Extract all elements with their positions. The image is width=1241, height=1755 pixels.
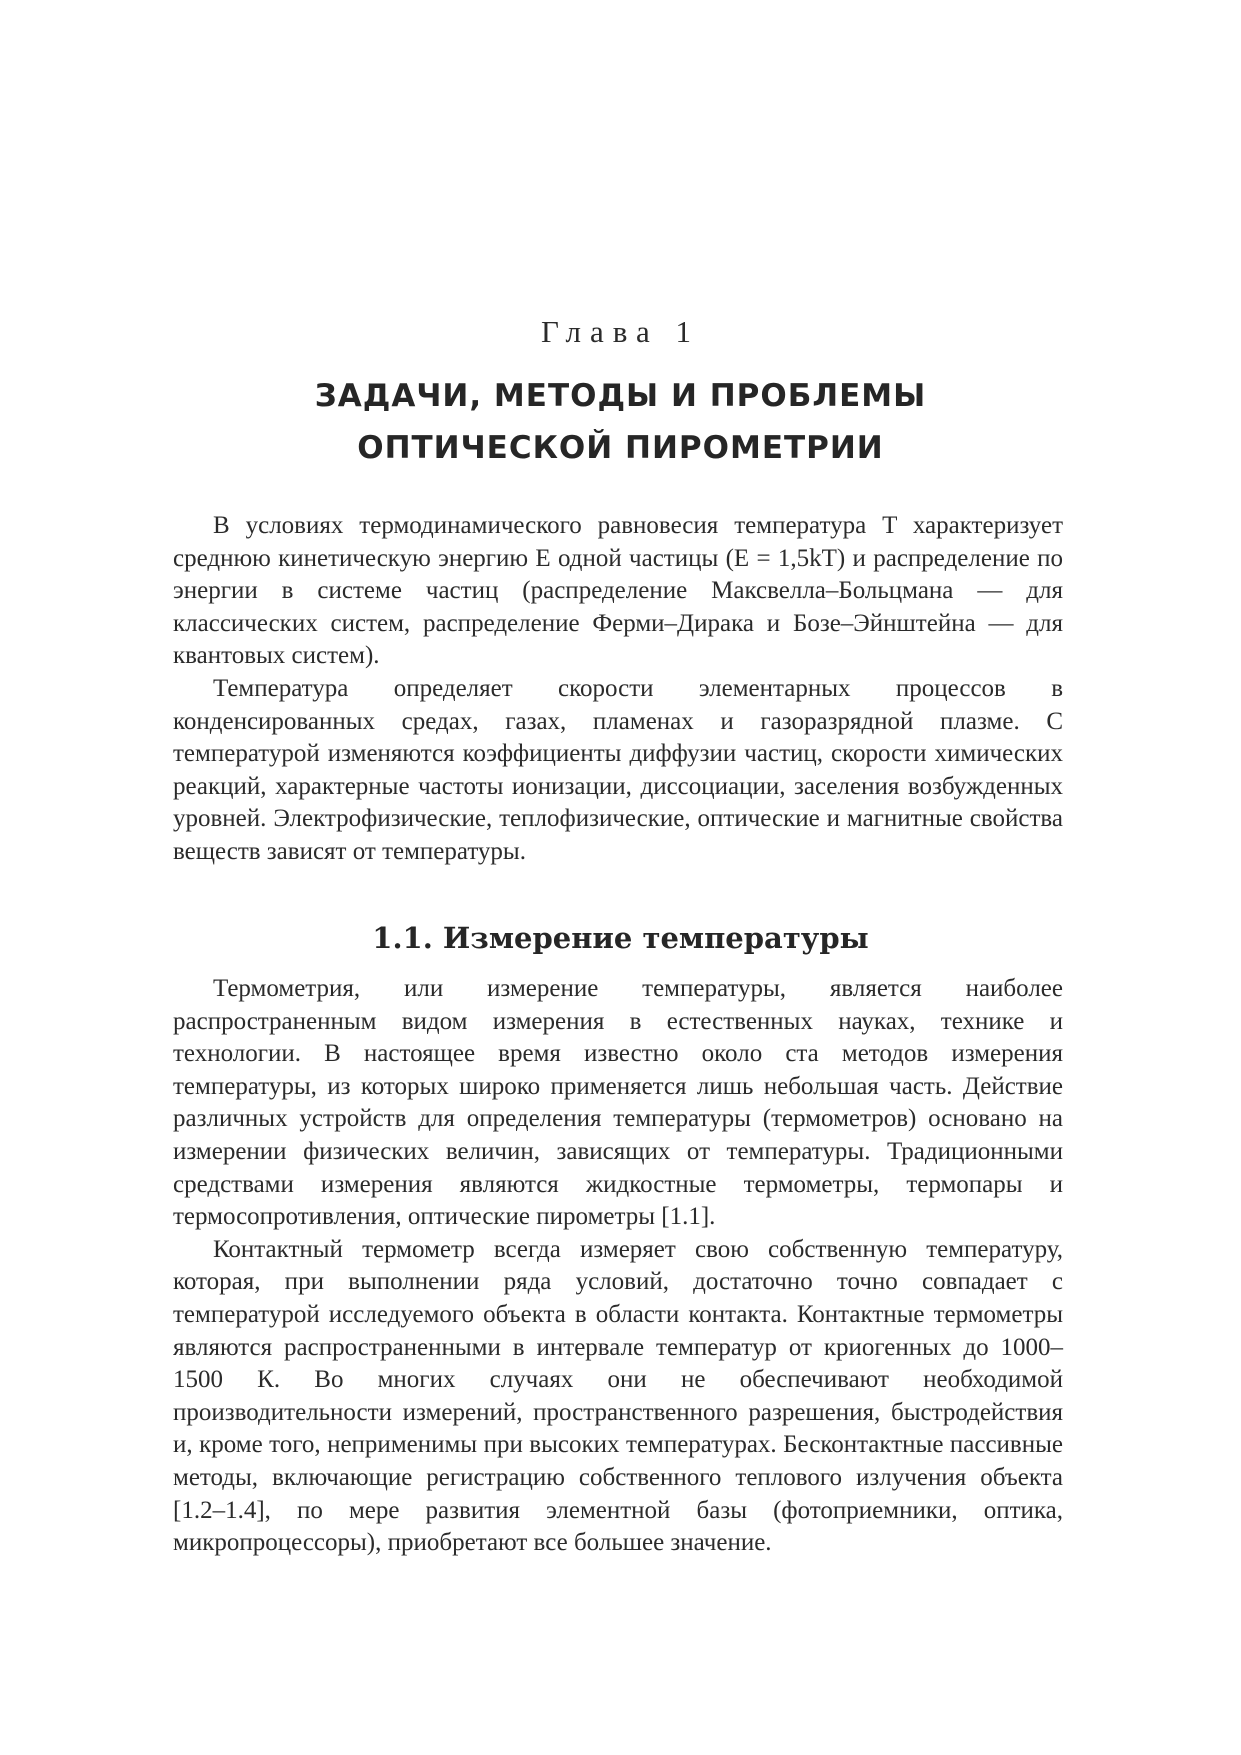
paragraph: Контактный термометр всегда измеряет свою собственную температуру, которая, при выполнении ряда условий, достаточно точно совпадает с температурой исследуемого объекта в области контакта. Контактные термометры являются распространенными в интервале температур от криогенных до 1000–1500 К. Во многих случаях они не обеспечивают необходимой производительности измерений, пространственного разрешения, быстродействия и, кроме того, неприменимы при высоких температурах. Бесконтактные пассивные методы, включающие регистрацию собственного теплового излучения объекта [1.2–1.4], по мере развития элементной базы (фотоприемники, оптика, микропроцессоры), приобретают все большее значение. (173, 1235, 1063, 1557)
section-text (173, 973, 1063, 1560)
chapter-title (0, 370, 1241, 474)
intro-text (173, 510, 1063, 869)
section-heading: 1.1. Измерение температуры (372, 921, 869, 955)
paragraph: Температура определяет скорости элементарных процессов в конденсированных средах, газах, пламенах и газоразрядной плазме. С температурой изменяются коэффициенты диффузии частиц, скорости химических реакций, характерные частоты ионизации, диссоциации, заселения возбужденных уровней. Электрофизические, теплофизические, оптические и магнитные свойства веществ зависят от температуры. (173, 674, 1063, 865)
chapter-title-line-1: ЗАДАЧИ, МЕТОДЫ И ПРОБЛЕМЫ (314, 378, 927, 414)
paragraph: В условиях термодинамического равновесия температура T характеризует среднюю кинетическую энергию E одной частицы (E = 1,5kT) и распределение по энергии в системе частиц (распределение Максвелла–Больцмана — для классических систем, распределение Ферми–Дирака и Бозе–Эйнштейна — для квантовых систем). (173, 512, 1063, 670)
chapter-label: Глава 1 (540, 314, 701, 349)
chapter-title-line-2: ОПТИЧЕСКОЙ ПИРОМЕТРИИ (357, 430, 884, 466)
paragraph: Термометрия, или измерение температуры, является наиболее распространенным видом измерения в естественных науках, технике и технологии. В настоящее время известно около ста методов измерения температуры, из которых широко применяется лишь небольшая часть. Действие различных устройств для определения температуры (термометров) основано на измерении физических величин, зависящих от температуры. Традиционными средствами измерения являются жидкостные термометры, термопары и термосопротивления, оптические пирометры [1.1]. (173, 975, 1063, 1231)
